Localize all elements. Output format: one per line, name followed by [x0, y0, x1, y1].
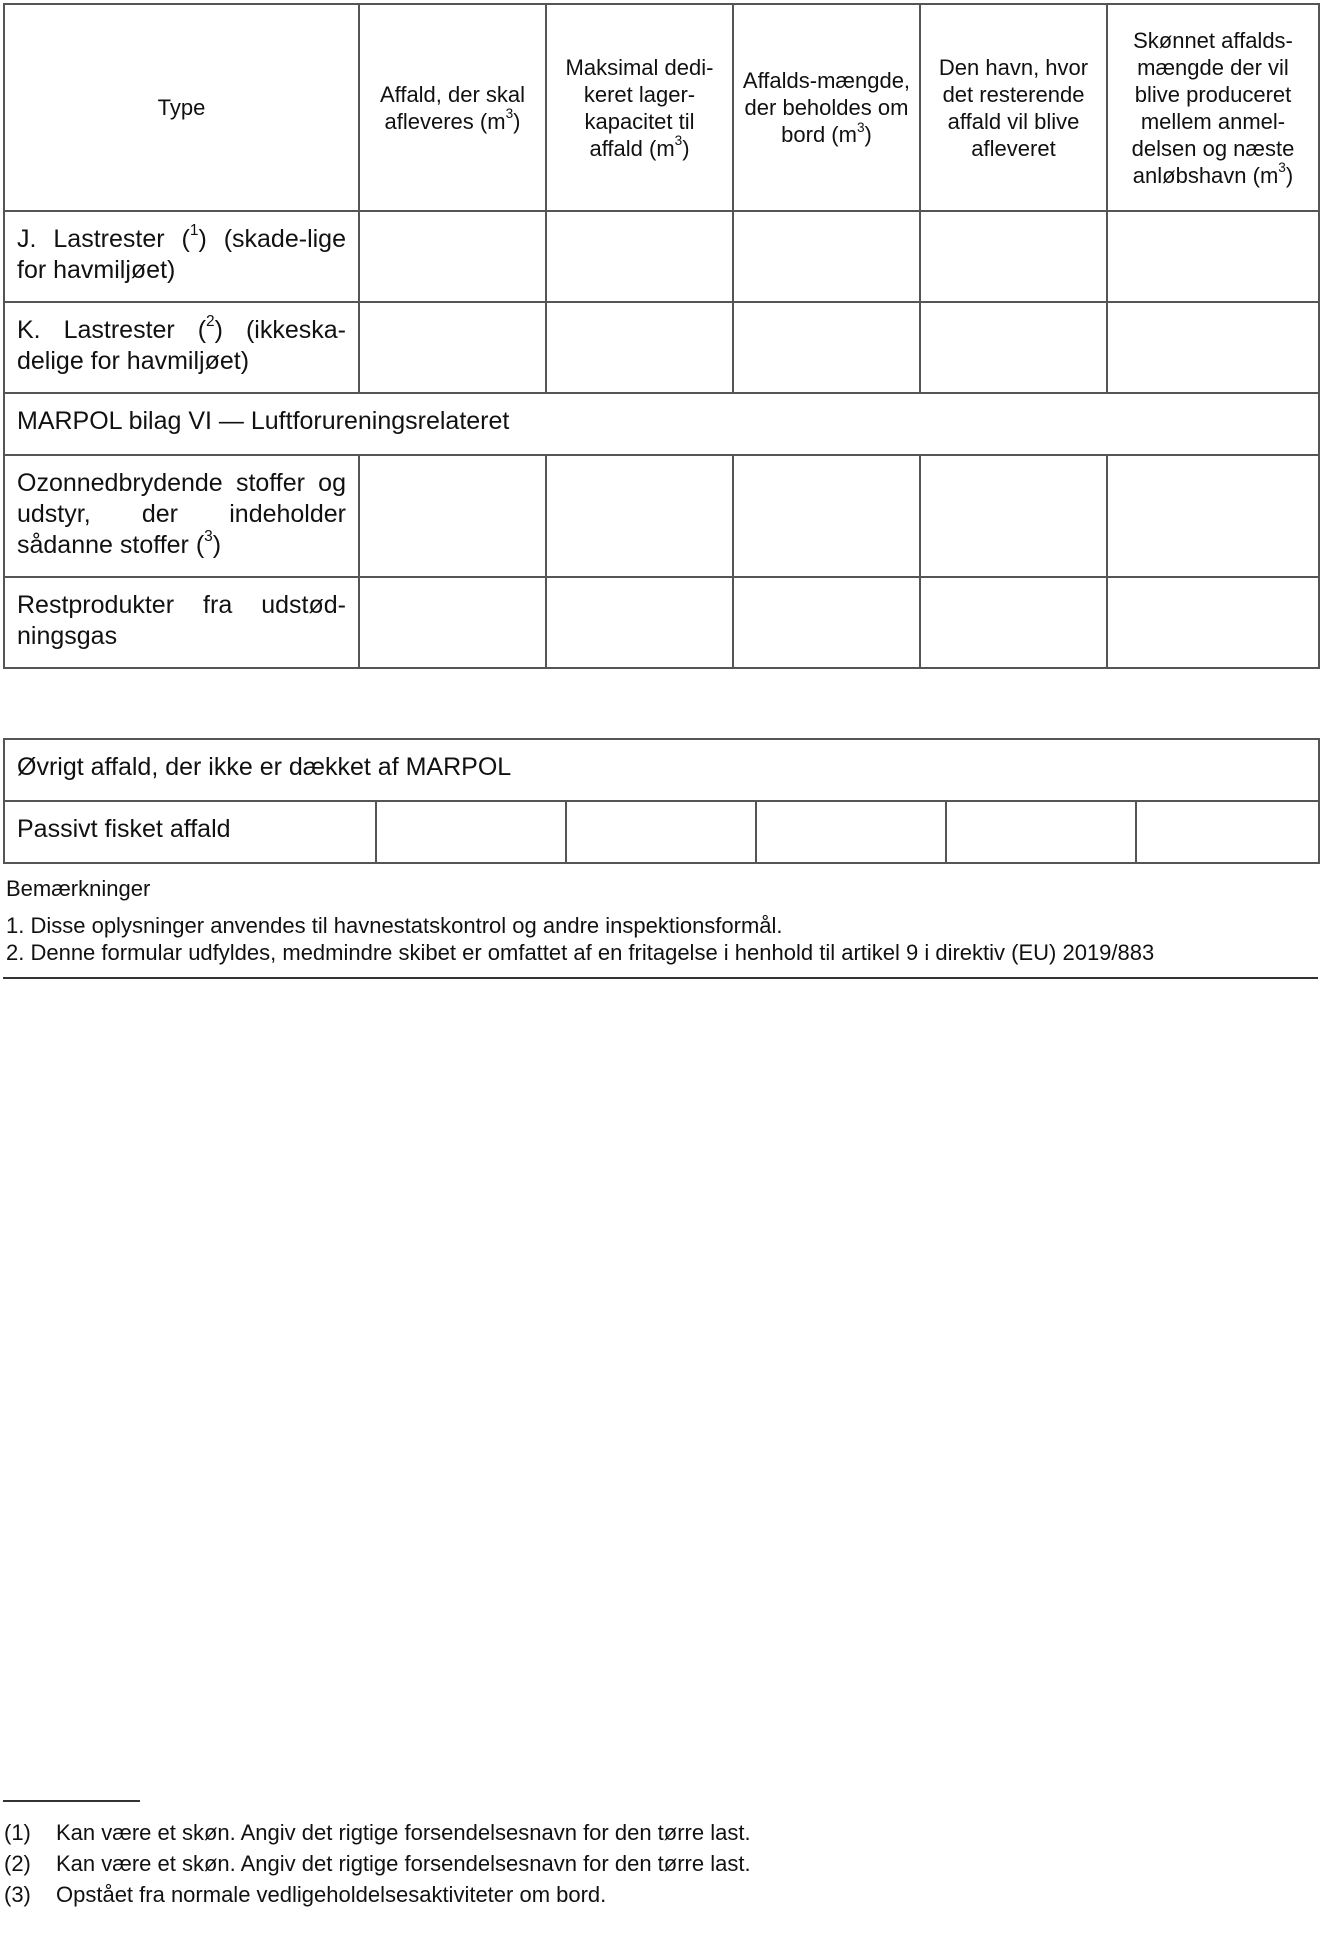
input-cell[interactable] [920, 211, 1107, 302]
remarks-title: Bemærkninger [6, 876, 151, 901]
other-waste-table [3, 738, 1320, 864]
section-row [4, 393, 1319, 455]
remark-item: 2. Denne formular udfyldes, medmindre skibet er omfattet af en fritagelse i henhold til artikel 9 i direktiv (EU) 2019/883 [6, 940, 1155, 965]
input-cell[interactable] [946, 801, 1136, 863]
footnote [4, 1851, 751, 1877]
table-row [4, 577, 1319, 668]
footnote [4, 1882, 606, 1908]
input-cell[interactable] [566, 801, 756, 863]
footnote-text: Kan være et skøn. Angiv det rigtige forsendelsesnavn for den tørre last. [56, 1851, 751, 1876]
footnote [4, 1820, 751, 1846]
row-label-ozone: Ozonnedbrydende stoffer og udstyr, der indeholder sådanne stoffer ($^3$) [4, 455, 359, 577]
input-cell[interactable] [920, 577, 1107, 668]
input-cell[interactable] [733, 577, 920, 668]
section-heading-non-marpol: Øvrigt affald, der ikke er dækket af MARPOL [4, 739, 1319, 801]
table-row [4, 455, 1319, 577]
input-cell[interactable] [733, 455, 920, 577]
section-row [4, 739, 1319, 801]
footnote-mark: (3) [4, 1882, 31, 1907]
waste-table [3, 3, 1320, 669]
input-cell[interactable] [376, 801, 566, 863]
footnote-text: Opstået fra normale vedligeholdelsesaktiviteter om bord. [56, 1882, 607, 1907]
section-heading-marpol-vi: MARPOL bilag VI — Luftforureningsrelateret [4, 393, 1319, 455]
input-cell[interactable] [1107, 302, 1319, 393]
table-row [4, 302, 1319, 393]
header-to-deliver: Affald, der skal afleveres $(m^3)$ [359, 4, 546, 211]
header-type: Type [4, 4, 359, 211]
input-cell[interactable] [359, 455, 546, 577]
input-cell[interactable] [546, 577, 733, 668]
input-cell[interactable] [359, 302, 546, 393]
footnote-mark: (1) [4, 1820, 31, 1845]
table-row [4, 211, 1319, 302]
input-cell[interactable] [1136, 801, 1319, 863]
header-port: Den havn, hvor det resterende affald vil blive afleveret [920, 4, 1107, 211]
input-cell[interactable] [1107, 211, 1319, 302]
row-label-j: J. Lastrester ($^1$) (skade-lige for havmiljøet) [4, 211, 359, 302]
row-label-passive-fishing: Passivt fisket affald [4, 801, 376, 863]
footnote-text: Kan være et skøn. Angiv det rigtige forsendelsesnavn for den tørre last. [56, 1820, 751, 1845]
footnote-mark: (2) [4, 1851, 31, 1876]
row-label-exhaust: Restprodukter fra udstød-ningsgas [4, 577, 359, 668]
divider [3, 977, 1318, 979]
row-label-k: K. Lastrester ($^2$) (ikkeska-delige for havmiljøet) [4, 302, 359, 393]
input-cell[interactable] [546, 302, 733, 393]
input-cell[interactable] [546, 211, 733, 302]
input-cell[interactable] [359, 211, 546, 302]
remark-item: 1. Disse oplysninger anvendes til havnestatskontrol og andre inspektionsformål. [6, 913, 783, 938]
header-estimated: Skønnet affalds-mængde der vil blive produceret mellem anmel-delsen og næste anløbshavn $(m^3)$ [1107, 4, 1319, 211]
input-cell[interactable] [546, 455, 733, 577]
input-cell[interactable] [359, 577, 546, 668]
footnote-divider [3, 1800, 140, 1802]
input-cell[interactable] [733, 302, 920, 393]
header-retained: Affalds-mængde, der beholdes om bord $(m^3)$ [733, 4, 920, 211]
input-cell[interactable] [733, 211, 920, 302]
header-max-storage: Maksimal dedi-keret lager-kapacitet til affald $(m^3)$ [546, 4, 733, 211]
input-cell[interactable] [1107, 455, 1319, 577]
table-row [4, 801, 1319, 863]
input-cell[interactable] [756, 801, 946, 863]
input-cell[interactable] [920, 455, 1107, 577]
input-cell[interactable] [1107, 577, 1319, 668]
table-header-row [4, 4, 1319, 211]
input-cell[interactable] [920, 302, 1107, 393]
